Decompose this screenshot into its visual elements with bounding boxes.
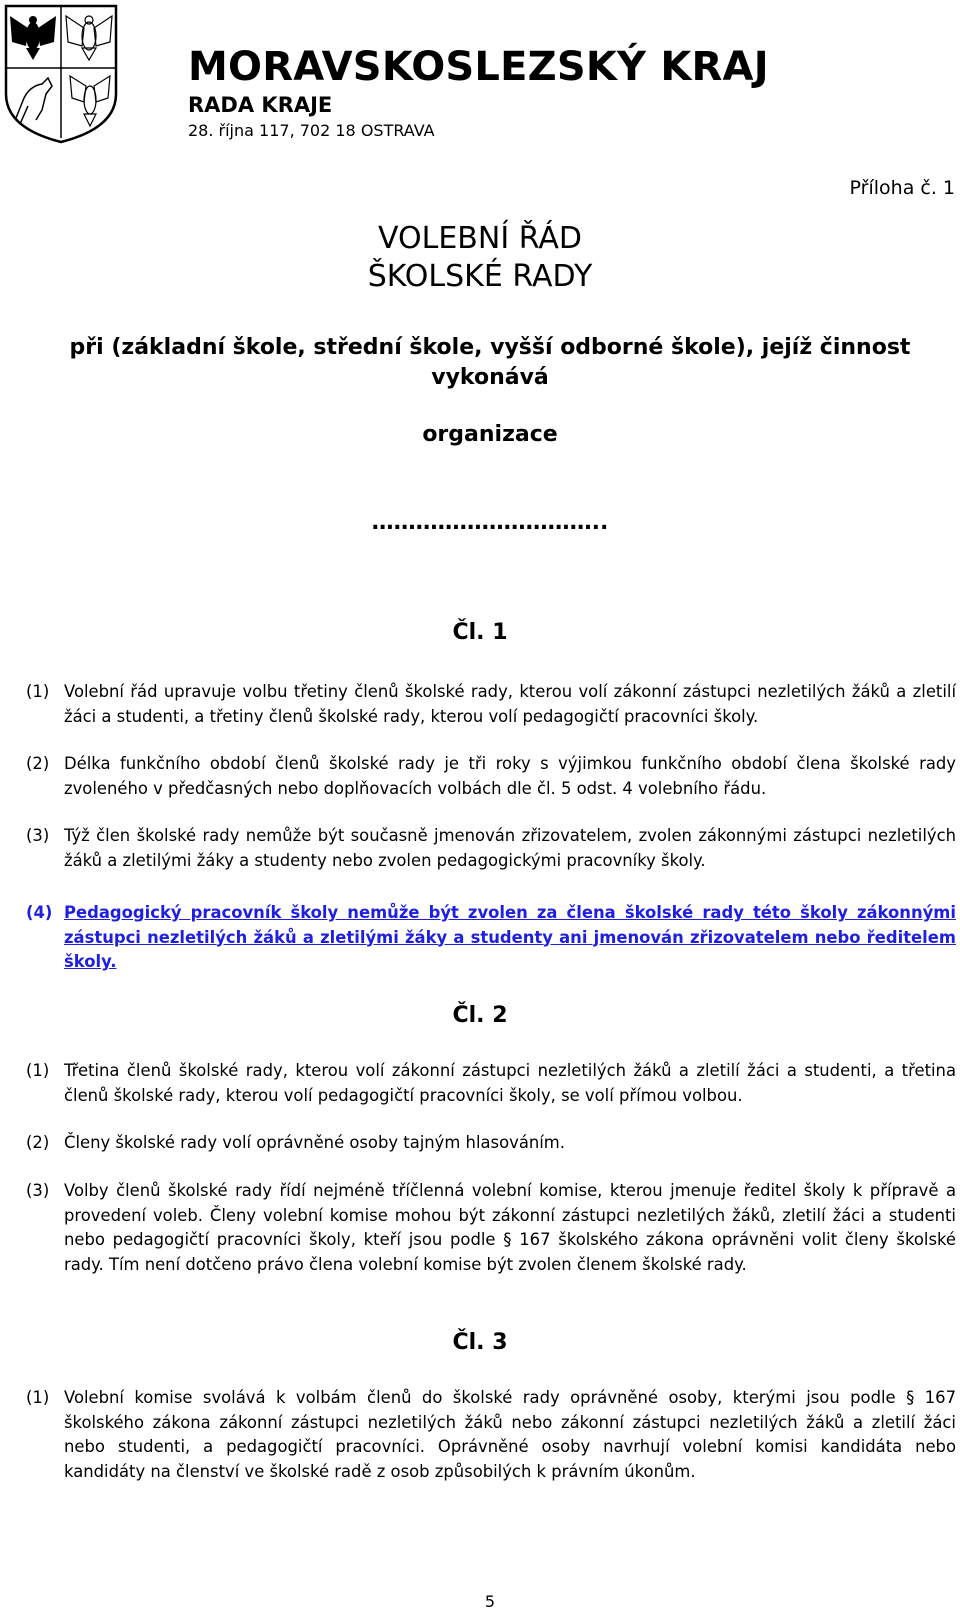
paragraph-number: (1) [26, 1061, 50, 1080]
subtitle-line1: při (základní škole, střední škole, vyšší odborné škole), jejíž činnost [69, 335, 911, 360]
subtitle-line2: vykonává [431, 365, 549, 390]
paragraph-text: Týž člen školské rady nemůže být současně jmenován zřizovatelem, zvolen zákonnými zástupci nezletilých žáků a zletilými žáky a studenty nebo zvolen pedagogickými pracovníky školy. [64, 826, 956, 870]
article-2-paragraph-3 [26, 1179, 956, 1277]
article-1-heading: Čl. 1 [452, 620, 508, 645]
article-1-paragraph-2 [26, 752, 956, 801]
subtitle-organization: organizace [422, 422, 558, 447]
paragraph-text: Volební komise svolává k volbám členů do školské rady oprávněné osoby, kterými jsou podle § 167 školského zákona zákonní zástupci nezletilých žáků nebo zákonní zástupci nezletilých žáků a zletilí žáci nebo studenti, a pedagogičtí pracovníci. Oprávněné osoby navrhují volební komisi kandidáta nebo kandidáty na členství ve školské radě z osob způsobilých k právním úkonům. [64, 1388, 956, 1481]
region-name: MORAVSKOSLEZSKÝ KRAJ [188, 44, 769, 90]
article-2-heading: Čl. 2 [452, 1003, 508, 1028]
article-2-paragraph-2 [26, 1131, 956, 1156]
issuer-address: 28. října 117, 702 18 OSTRAVA [188, 121, 435, 140]
document-title-line1: VOLEBNÍ ŘÁD [378, 221, 582, 256]
issuer-header [188, 44, 769, 142]
paragraph-text: Třetina členů školské rady, kterou volí zákonní zástupci nezletilých žáků a zletilí žáci a studenti, a třetina členů školské rady, kterou volí pedagogičtí pracovníci školy, se volí přímou volbou. [64, 1061, 956, 1105]
attachment-label: Příloha č. 1 [849, 177, 955, 199]
article-3-heading: Čl. 3 [452, 1330, 508, 1355]
paragraph-number: (3) [26, 826, 50, 845]
paragraph-number: (1) [26, 682, 50, 701]
article-1-paragraph-3 [26, 824, 956, 873]
paragraph-text: Délka funkčního období členů školské rady je tři roky s výjimkou funkčního období člena školské rady zvoleného v předčasných nebo doplňovacích volbách dle čl. 5 odst. 4 volebního řádu. [64, 754, 956, 798]
paragraph-number: (2) [26, 1133, 50, 1152]
paragraph-number: (1) [26, 1388, 50, 1407]
article-1-paragraph-4 [26, 901, 956, 975]
regional-coat-of-arms-icon [2, 2, 120, 146]
article-1-paragraph-1 [26, 680, 956, 729]
council-name: RADA KRAJE [188, 93, 333, 117]
paragraph-number: (4) [26, 903, 53, 922]
article-3-paragraph-1 [26, 1386, 956, 1484]
article-2-paragraph-1 [26, 1059, 956, 1108]
paragraph-text: Volební řád upravuje volbu třetiny členů školské rady, kterou volí zákonní zástupci nezletilých žáků a zletilí žáci a studenti, a třetiny členů školské rady, kterou volí pedagogičtí pracovníci školy. [64, 682, 956, 726]
paragraph-text: Členy školské rady volí oprávněné osoby tajným hlasováním. [64, 1133, 565, 1152]
page-number: 5 [484, 1592, 496, 1611]
paragraph-text: Pedagogický pracovník školy nemůže být zvolen za člena školské rady této školy zákonnými zástupci nezletilých žáků a zletilými žáky a studenty ani jmenován zřizovatelem nebo ředitelem školy. [64, 903, 956, 971]
paragraph-number: (2) [26, 754, 50, 773]
paragraph-text: Volby členů školské rady řídí nejméně tříčlenná volební komise, kterou jmenuje ředitel školy k přípravě a provedení voleb. Členy volební komise mohou být zákonní zástupci nezletilých žáků, zletilí žáci a studenti nebo pedagogičtí pracovníci školy, kteří jsou podle § 167 školského zákona oprávněni volit členy školské rady. Tím není dotčeno právo člena volební komise být zvolen členem školské rady. [64, 1181, 956, 1274]
organization-placeholder-dots: ………………………….. [371, 510, 609, 535]
document-title-line2: ŠKOLSKÉ RADY [367, 259, 593, 294]
paragraph-number: (3) [26, 1181, 50, 1200]
